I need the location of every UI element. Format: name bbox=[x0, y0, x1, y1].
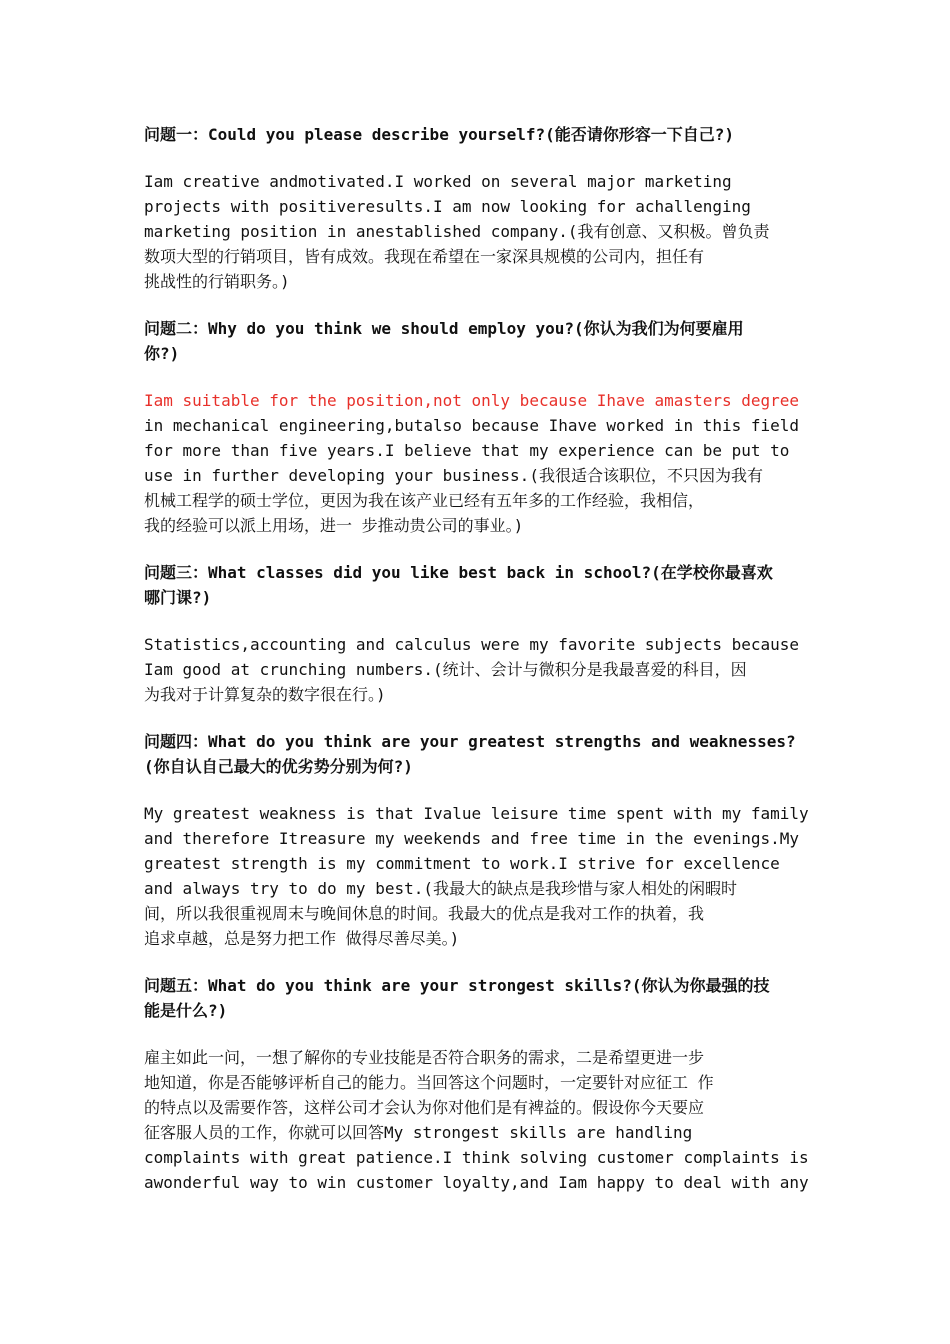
answer-4-line-5: 间，所以我很重视周末与晚间休息的时间。我最大的优点是我对工作的执着，我 bbox=[144, 904, 705, 923]
answer-5-line-2: 地知道，你是否能够评析自己的能力。当回答这个问题时，一定要针对应征工 作 bbox=[144, 1073, 714, 1092]
answer-2-line-5: 机械工程学的硕士学位，更因为我在该产业已经有五年多的工作经验，我相信， bbox=[144, 491, 705, 510]
answer-2-line-6: 我的经验可以派上用场，进一 步推动贵公司的事业。) bbox=[144, 516, 524, 535]
question-4 bbox=[144, 729, 806, 779]
answer-5-line-3: 的特点以及需要作答，这样公司才会认为你对他们是有裨益的。假设你今天要应 bbox=[144, 1098, 705, 1117]
question-1 bbox=[144, 122, 806, 147]
answer-1-line-1: Iam creative andmotivated.I worked on several major marketing bbox=[144, 172, 732, 191]
answer-2-line-4: use in further developing your business.(我很适合该职位，不只因为我有 bbox=[144, 466, 763, 485]
question-2 bbox=[144, 316, 806, 366]
answer-2-highlighted-line: Iam suitable for the position,not only because Ihave amasters degree bbox=[144, 391, 800, 410]
answer-5 bbox=[144, 1045, 809, 1195]
question-3-line-1: 问题三：What classes did you like best back in school?(在学校你最喜欢 bbox=[144, 563, 773, 582]
answer-3-line-2: Iam good at crunching numbers.(统计、会计与微积分是我最喜爱的科目，因 bbox=[144, 660, 747, 679]
answer-4 bbox=[144, 801, 809, 951]
question-1-line-1: 问题一：Could you please describe yourself?(能否请你形容一下自己?) bbox=[144, 125, 735, 144]
answer-4-line-2: and therefore Itreasure my weekends and free time in the evenings.My bbox=[144, 829, 800, 848]
question-2-line-2: 你?) bbox=[144, 344, 180, 363]
question-5-line-1: 问题五：What do you think are your strongest skills?(你认为你最强的技 bbox=[144, 976, 770, 995]
answer-1-line-5: 挑战性的行销职务。) bbox=[144, 272, 290, 291]
question-5 bbox=[144, 973, 806, 1023]
answer-3-line-3: 为我对于计算复杂的数字很在行。) bbox=[144, 685, 386, 704]
document-page bbox=[144, 122, 809, 1217]
question-2-line-1: 问题二：Why do you think we should employ you?(你认为我们为何要雇用 bbox=[144, 319, 744, 338]
answer-4-line-3: greatest strength is my commitment to work.I strive for excellence bbox=[144, 854, 780, 873]
answer-3 bbox=[144, 632, 806, 707]
answer-2 bbox=[144, 388, 806, 538]
answer-5-line-1: 雇主如此一问，一想了解你的专业技能是否符合职务的需求，二是希望更进一步 bbox=[144, 1048, 705, 1067]
answer-5-line-4: 征客服人员的工作，你就可以回答My strongest skills are handling bbox=[144, 1123, 693, 1142]
question-3-line-2: 哪门课?) bbox=[144, 588, 212, 607]
answer-1-line-4: 数项大型的行销项目，皆有成效。我现在希望在一家深具规模的公司内，担任有 bbox=[144, 247, 705, 266]
answer-1 bbox=[144, 169, 806, 294]
question-4-line-2: (你自认自己最大的优劣势分别为何?) bbox=[144, 757, 413, 776]
answer-4-line-1: My greatest weakness is that Ivalue leisure time spent with my family bbox=[144, 804, 809, 823]
answer-4-line-6: 追求卓越，总是努力把工作 做得尽善尽美。) bbox=[144, 929, 460, 948]
answer-2-line-2: in mechanical engineering,butalso because Ihave worked in this field bbox=[144, 416, 800, 435]
answer-5-line-6: awonderful way to win customer loyalty,and Iam happy to deal with any bbox=[144, 1173, 809, 1192]
answer-3-line-1: Statistics,accounting and calculus were my favorite subjects because bbox=[144, 635, 800, 654]
question-4-line-1: 问题四：What do you think are your greatest strengths and weaknesses? bbox=[144, 732, 796, 751]
question-5-line-2: 能是什么?) bbox=[144, 1001, 228, 1020]
answer-1-line-2: projects with positiveresults.I am now looking for achallenging bbox=[144, 197, 751, 216]
question-3 bbox=[144, 560, 806, 610]
answer-2-line-3: for more than five years.I believe that my experience can be put to bbox=[144, 441, 790, 460]
answer-1-line-3: marketing position in anestablished company.(我有创意、又积极。曾负责 bbox=[144, 222, 770, 241]
answer-4-line-4: and always try to do my best.(我最大的缺点是我珍惜与家人相处的闲暇时 bbox=[144, 879, 737, 898]
answer-5-line-5: complaints with great patience.I think solving customer complaints is bbox=[144, 1148, 809, 1167]
